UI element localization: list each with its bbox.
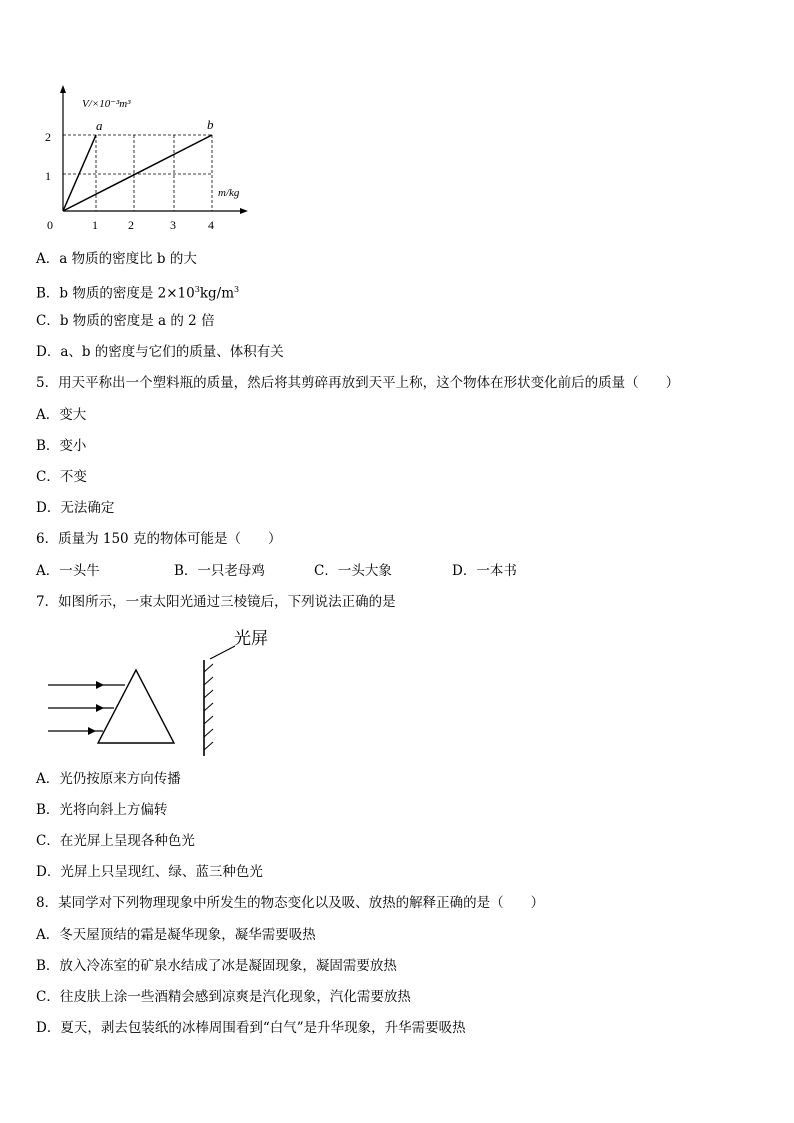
q5-stem: 5．用天平称出一个塑料瓶的质量，然后将其剪碎再放到天平上称，这个物体在形状变化前后的质量（ ） (36, 375, 680, 391)
mass-volume-graph (30, 85, 260, 235)
screen-leader-line (210, 646, 235, 659)
ray-arrow-1-icon (96, 681, 104, 689)
x-axis-label: m/kg (218, 187, 240, 199)
q7-option-d: D．光屏上只呈现红、绿、蓝三种色光 (36, 864, 263, 880)
screen-hatch (204, 664, 213, 672)
x-tick-2: 2 (128, 218, 134, 232)
q7-option-b: B．光将向斜上方偏转 (36, 802, 168, 818)
q5-option-c: C．不变 (36, 469, 87, 485)
q4-option-b-text: B．b 物质的密度是 2×10 (36, 285, 195, 302)
line-b-label: b (207, 117, 214, 132)
q5-option-a: A．变大 (36, 407, 87, 423)
q4-option-b (36, 281, 239, 303)
line-a (63, 135, 96, 211)
line-b (63, 135, 212, 211)
q5-option-b: B．变小 (36, 438, 87, 454)
screen-hatch (204, 742, 213, 750)
x-tick-3: 3 (170, 218, 176, 232)
prism-diagram (40, 622, 300, 757)
q4-option-b-unit: kg/m (199, 285, 234, 302)
screen-hatch (204, 716, 213, 724)
line-a-label: a (96, 118, 103, 133)
prism (98, 670, 174, 743)
q8-option-c: C．往皮肤上涂一些酒精会感到凉爽是汽化现象，汽化需要放热 (36, 989, 411, 1005)
q4-option-a: A．a 物质的密度比 b 的大 (36, 251, 197, 267)
ray-arrow-2-icon (96, 704, 104, 712)
q8-stem: 8．某同学对下列物理现象中所发生的物态变化以及吸、放热的解释正确的是（ ） (36, 895, 545, 911)
q6-option-b: B．一只老母鸡 (174, 563, 265, 579)
q6-option-d: D．一本书 (452, 563, 517, 579)
q8-option-a: A．冬天屋顶结的霜是凝华现象，凝华需要吸热 (36, 927, 316, 943)
q5-option-d: D．无法确定 (36, 500, 115, 516)
y-axis-arrow-icon (60, 85, 66, 93)
q4-option-c: C．b 物质的密度是 a 的 2 倍 (36, 313, 215, 329)
y-axis-label: V/×10⁻³m³ (82, 98, 131, 110)
x-axis-arrow-icon (240, 208, 248, 214)
screen-hatch (204, 703, 213, 711)
screen-label: 光屏 (234, 629, 268, 648)
x-tick-0: 0 (47, 218, 53, 232)
q6-option-a: A．一头牛 (36, 563, 100, 579)
q4-option-b-exp: 3 (194, 285, 200, 294)
x-tick-4: 4 (208, 218, 214, 232)
q8-option-d: D．夏天，剥去包装纸的冰棒周围看到“白气”是升华现象，升华需要吸热 (36, 1020, 466, 1036)
q7-stem: 7．如图所示，一束太阳光通过三棱镜后，下列说法正确的是 (36, 594, 396, 610)
y-tick-2: 2 (45, 130, 51, 144)
q6-option-c: C．一头大象 (314, 563, 392, 579)
q4-option-b-unit-exp: 3 (234, 285, 240, 294)
x-tick-1: 1 (92, 218, 98, 232)
q7-option-c: C．在光屏上呈现各种色光 (36, 833, 195, 849)
q4-option-d: D．a、b 的密度与它们的质量、体积有关 (36, 344, 284, 360)
q8-option-b: B．放入冷冻室的矿泉水结成了冰是凝固现象，凝固需要放热 (36, 958, 397, 974)
screen-hatch (204, 690, 213, 698)
y-tick-1: 1 (45, 169, 51, 183)
q7-option-a: A．光仍按原来方向传播 (36, 771, 181, 787)
ray-arrow-3-icon (88, 727, 96, 735)
q6-stem: 6．质量为 150 克的物体可能是（ ） (36, 531, 282, 547)
screen-hatch (204, 729, 213, 737)
screen-hatch (204, 677, 213, 685)
